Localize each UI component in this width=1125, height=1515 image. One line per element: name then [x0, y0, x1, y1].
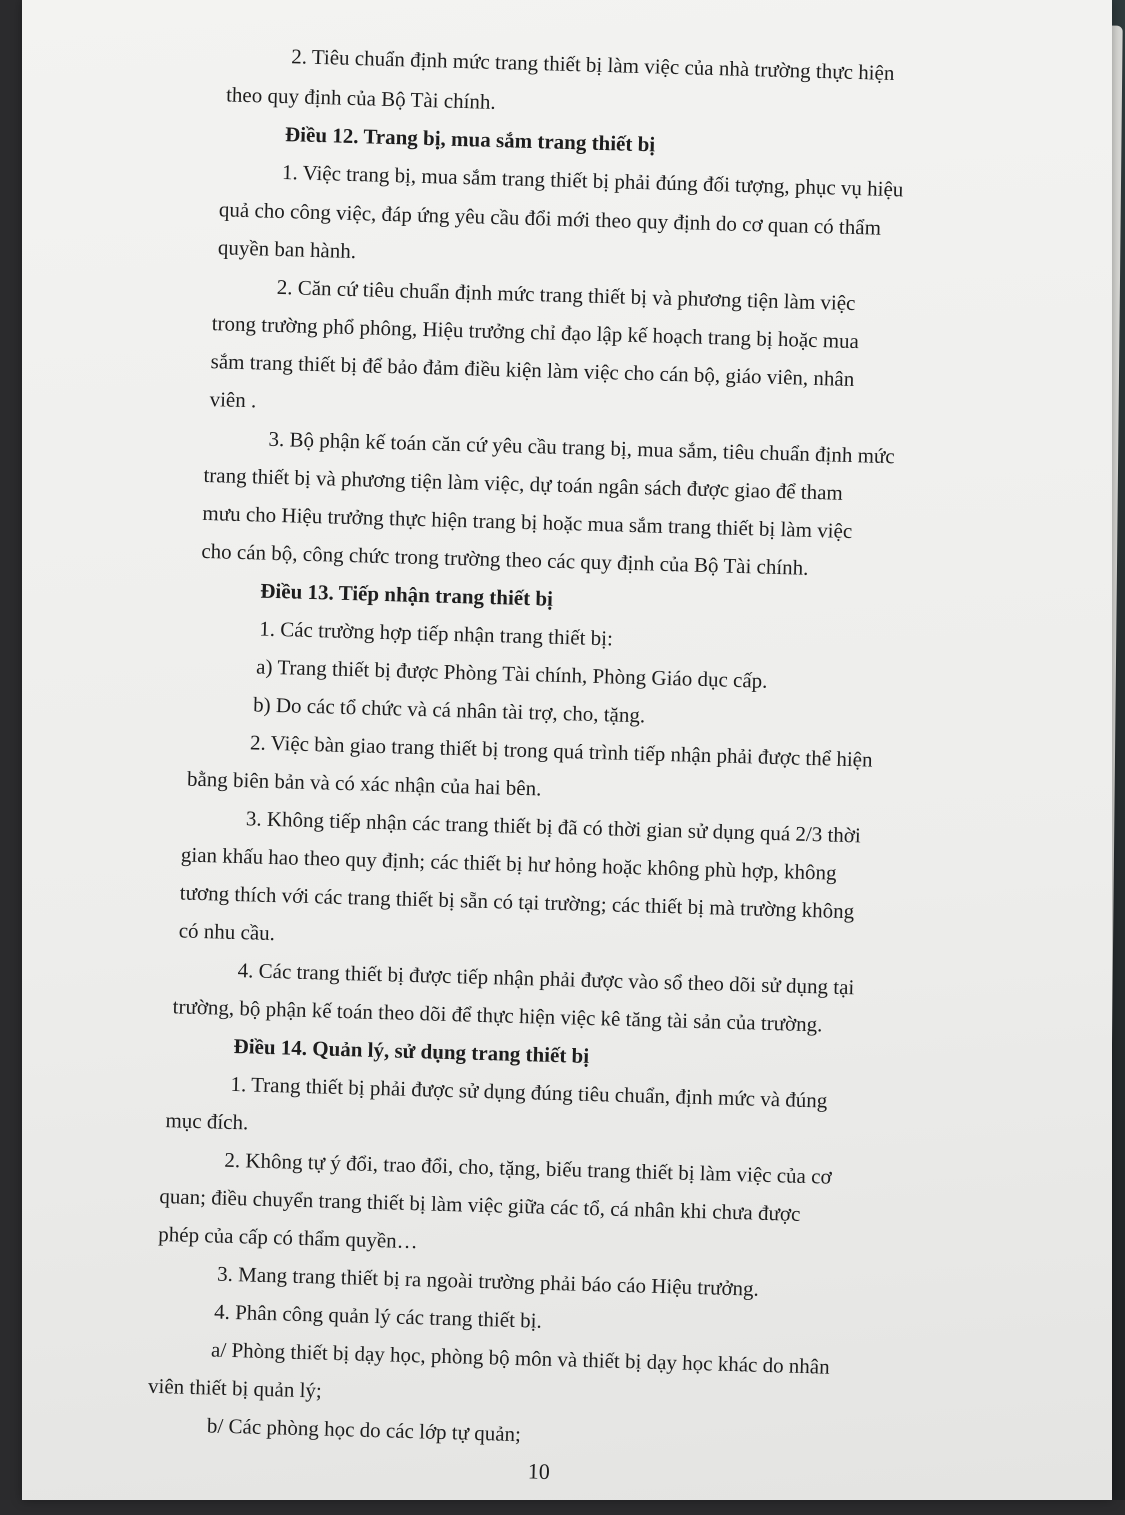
article-13-heading: Điều 13. Tiếp nhận trang thiết bị: [259, 578, 554, 611]
text-line: 2. Căn cứ tiêu chuẩn định mức trang thiết bị và phương tiện làm việc: [276, 274, 856, 316]
text-line: 4. Các trang thiết bị được tiếp nhận phải được vào sổ theo dõi sử dụng tại: [237, 958, 855, 1000]
text-line: phép của cấp có thẩm quyền…: [157, 1221, 419, 1254]
text-line: tương thích với các trang thiết bị sẵn có tại trường; các thiết bị mà trường không: [179, 880, 855, 924]
text-line: gian khấu hao theo quy định; các thiết bị hư hỏng hoặc không phù hợp, không: [180, 842, 837, 885]
page-number: 10: [527, 1458, 551, 1484]
text-line: cho cán bộ, công chức trong trường theo các quy định của Bộ Tài chính.: [201, 538, 809, 580]
text-line: a/ Phòng thiết bị dạy học, phòng bộ môn và thiết bị dạy học khác do nhân: [210, 1337, 831, 1379]
text-line: sắm trang thiết bị để bảo đảm điều kiện làm việc cho cán bộ, giáo viên, nhân: [210, 349, 855, 392]
text-line: bằng biên bản và có xác nhận của hai bên.: [186, 766, 542, 801]
text-line: 2. Không tự ý đổi, trao đổi, cho, tặng, biếu trang thiết bị làm việc của cơ: [224, 1147, 832, 1189]
text-line: quan; điều chuyển trang thiết bị làm việc giữa các tổ, cá nhân khi chưa được: [159, 1183, 801, 1226]
text-line: 3. Bộ phận kế toán căn cứ yêu cầu trang bị, mua sắm, tiêu chuẩn định mức: [268, 426, 896, 469]
text-line: quả cho công việc, đáp ứng yêu cầu đổi mới theo quy định do cơ quan có thẩm: [218, 197, 882, 240]
article-14-heading: Điều 14. Quản lý, sử dụng trang thiết bị: [233, 1034, 590, 1068]
text-line: 1. Việc trang bị, mua sắm trang thiết bị phải đúng đối tượng, phục vụ hiệu: [281, 160, 904, 202]
text-line: viên .: [209, 387, 257, 413]
text-line: b/ Các phòng học do các lớp tự quản;: [206, 1413, 522, 1447]
text-line: a) Trang thiết bị được Phòng Tài chính, Phòng Giáo dục cấp.: [255, 654, 768, 693]
text-line: mục đích.: [165, 1108, 249, 1135]
text-line: theo quy định của Bộ Tài chính.: [225, 82, 497, 114]
text-line: b) Do các tổ chức và cá nhân tài trợ, cho, tặng.: [252, 692, 646, 728]
text-line: 3. Mang trang thiết bị ra ngoài trường phải báo cáo Hiệu trưởng.: [216, 1261, 760, 1301]
text-line: 2. Việc bàn giao trang thiết bị trong quá trình tiếp nhận phải được thể hiện: [249, 730, 873, 772]
text-line: 3. Không tiếp nhận các trang thiết bị đã có thời gian sử dụng quá 2/3 thời: [245, 806, 862, 848]
text-line: quyền ban hành.: [217, 235, 357, 264]
text-line: trường, bộ phận kế toán theo dõi để thực hiện việc kê tăng tài sản của trường.: [172, 994, 823, 1037]
text-line: 1. Các trường hợp tiếp nhận trang thiết bị:: [258, 616, 614, 651]
text-line: viên thiết bị quản lý;: [147, 1373, 323, 1403]
text-line: trong trường phổ phông, Hiệu trưởng chỉ đạo lập kế hoạch trang bị hoặc mua: [211, 311, 860, 354]
text-line: mưu cho Hiệu trưởng thực hiện trang bị hoặc mua sắm trang thiết bị làm việc: [202, 500, 853, 544]
text-line: 1. Trang thiết bị phải được sử dụng đúng tiêu chuẩn, định mức và đúng: [230, 1071, 828, 1113]
text-line: 4. Phân công quản lý các trang thiết bị.: [213, 1299, 543, 1333]
article-12-heading: Điều 12. Trang bị, mua sắm trang thiết bị: [284, 122, 656, 157]
text-line: 2. Tiêu chuẩn định mức trang thiết bị làm việc của nhà trường thực hiện: [290, 44, 895, 86]
text-line: có nhu cầu.: [178, 918, 276, 946]
text-line: trang thiết bị và phương tiện làm việc, dự toán ngân sách được giao để tham: [203, 462, 844, 505]
